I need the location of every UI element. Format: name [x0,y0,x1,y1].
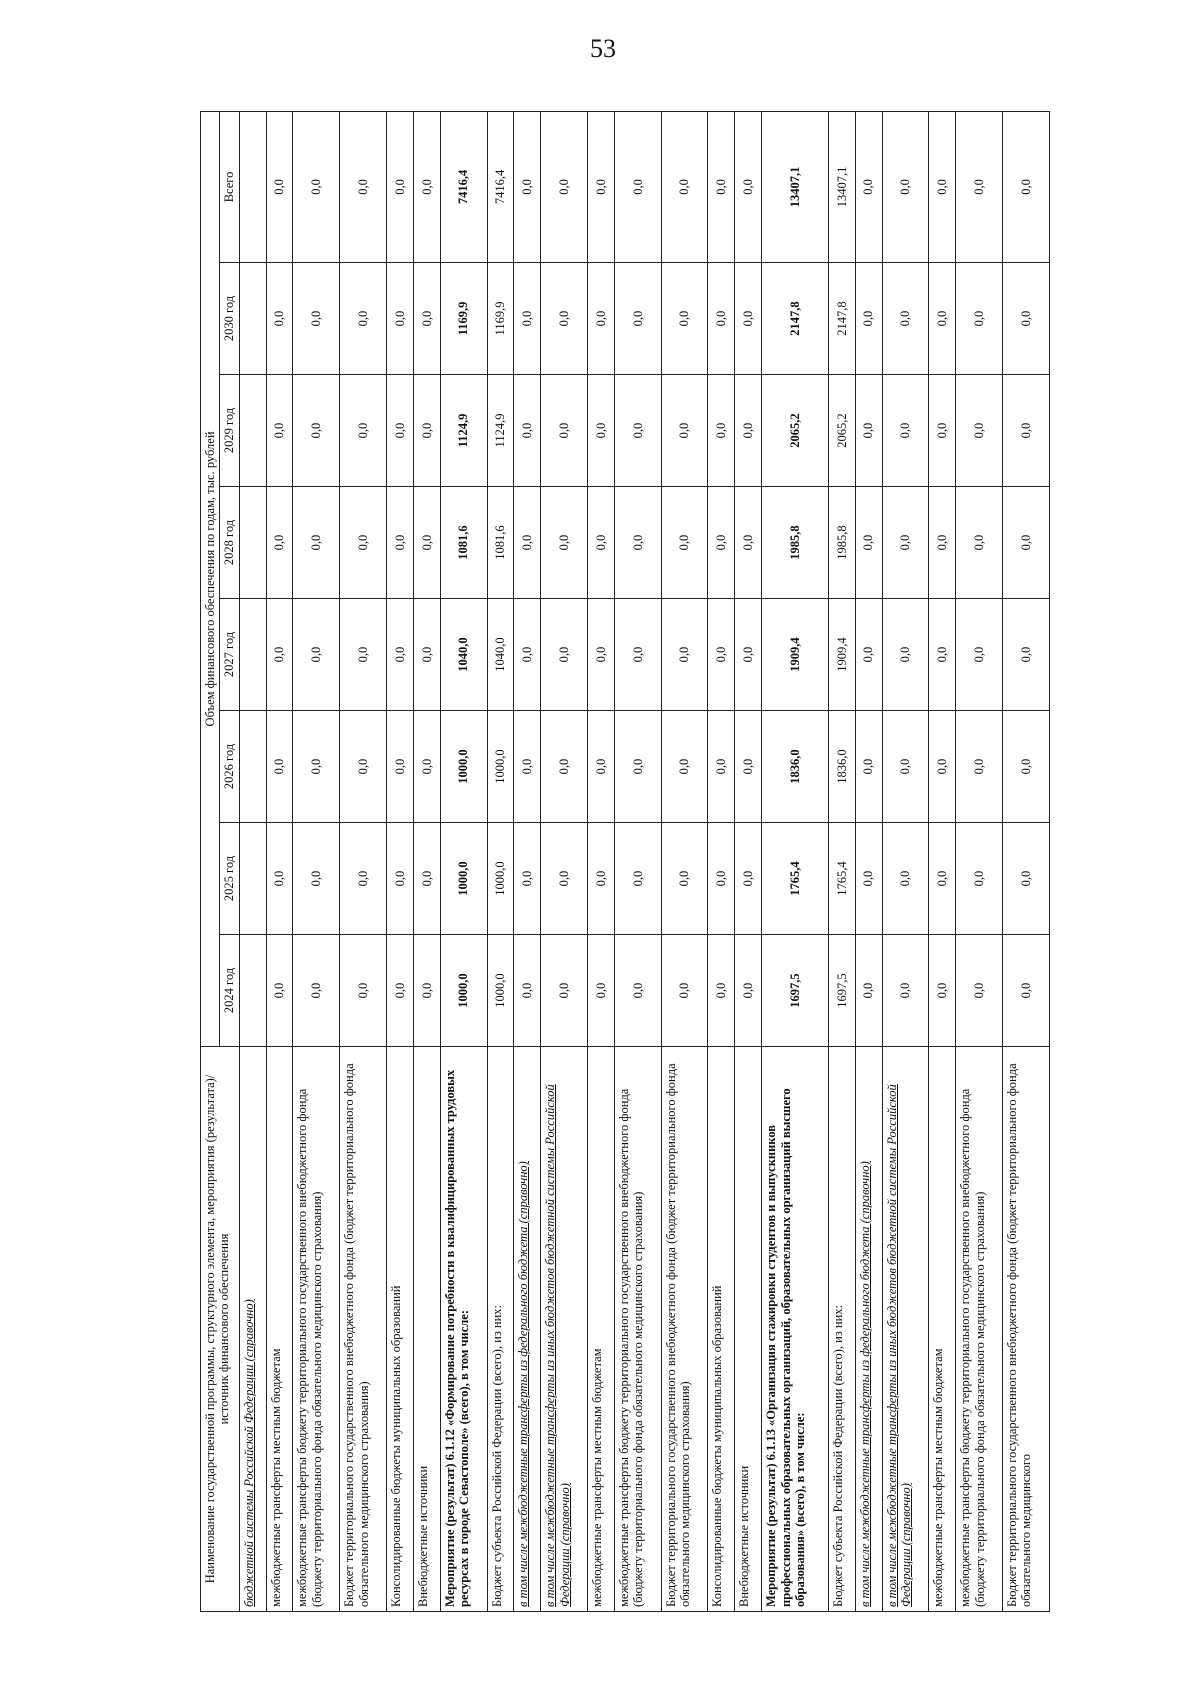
row-year-value: 0,0 [340,487,387,599]
row-year-value: 1909,4 [828,599,855,711]
row-total-value: 0,0 [514,111,541,262]
row-year-value: 0,0 [708,599,735,711]
row-total-value: 0,0 [735,111,762,262]
row-source-name: Бюджет территориального государственного внебюджетного фонда (бюджет территориального фонда обязательного медицинского страхования) [661,1047,708,1612]
row-year-value: 0,0 [614,935,661,1047]
row-year-value: 0,0 [514,823,541,935]
table-row [762,111,829,1611]
row-year-value: 0,0 [340,375,387,487]
row-year-value: 0,0 [266,487,293,599]
row-year-value: 0,0 [708,375,735,487]
row-source-name: межбюджетные трансферты бюджету территориального государственного внебюджетного фонда (бюджету территориального фонда обязательного медицинского страхования) [293,1047,340,1612]
row-year-value: 0,0 [956,935,1003,1047]
row-year-value: 0,0 [708,935,735,1047]
row-year-value: 0,0 [1003,263,1050,375]
row-year-value: 0,0 [340,599,387,711]
row-year-value: 0,0 [956,823,1003,935]
row-total-value: 0,0 [956,111,1003,262]
row-year-value: 1765,4 [828,823,855,935]
row-total-value: 0,0 [614,111,661,262]
row-year-value: 0,0 [266,711,293,823]
table-row [413,111,440,1611]
row-year-value [239,711,266,823]
row-year-value: 0,0 [293,823,340,935]
row-year-value: 0,0 [293,263,340,375]
row-year-value: 0,0 [387,711,414,823]
row-year-value: 0,0 [735,263,762,375]
row-year-value: 0,0 [340,263,387,375]
row-source-name: Бюджет субъекта Российской Федерации (всего), из них: [828,1047,855,1612]
row-source-name: Мероприятие (результат) 6.1.13 «Организация стажировки студентов и выпускников профессиональных образовательных организаций, образовательных организаций высшего образования» (всего), в том числе: [762,1047,829,1612]
row-year-value: 0,0 [588,263,615,375]
row-total-value: 0,0 [387,111,414,262]
row-year-value: 1040,0 [487,599,514,711]
row-year-value: 0,0 [855,487,882,599]
row-year-value: 0,0 [293,711,340,823]
table-row [387,111,414,1611]
row-total-value: 7416,4 [487,111,514,262]
row-source-name: Внебюджетные источники [413,1047,440,1612]
row-source-name: в том числе межбюджетные трансферты из федерального бюджета (справочно) [514,1047,541,1612]
row-year-value: 0,0 [614,263,661,375]
row-year-value: 0,0 [1003,487,1050,599]
table-row [487,111,514,1611]
row-year-value: 0,0 [708,823,735,935]
row-source-name: в том числе межбюджетные трансферты из иных бюджетов бюджетной системы Российской Федерации (справочно) [882,1047,929,1612]
row-year-value: 0,0 [413,487,440,599]
row-year-value: 0,0 [541,263,588,375]
row-year-value: 1000,0 [487,935,514,1047]
row-year-value: 0,0 [956,711,1003,823]
rotated-table-container [200,112,1050,1612]
row-source-name: межбюджетные трансферты местным бюджетам [588,1047,615,1612]
row-total-value: 0,0 [588,111,615,262]
row-year-value: 0,0 [708,487,735,599]
row-year-value [239,263,266,375]
row-year-value: 0,0 [541,599,588,711]
row-year-value: 0,0 [514,711,541,823]
row-year-value: 0,0 [266,935,293,1047]
table-body [239,111,1049,1611]
row-year-value: 0,0 [929,711,956,823]
row-year-value: 0,0 [340,935,387,1047]
row-source-name: в том числе межбюджетные трансферты из федерального бюджета (справочно) [855,1047,882,1612]
table-row [266,111,293,1611]
row-year-value: 0,0 [387,935,414,1047]
table-row [828,111,855,1611]
row-year-value: 1697,5 [828,935,855,1047]
row-year-value: 0,0 [387,823,414,935]
row-year-value: 0,0 [956,263,1003,375]
page-number: 53 [590,34,616,63]
row-year-value: 0,0 [588,711,615,823]
row-year-value: 0,0 [661,263,708,375]
row-year-value [239,487,266,599]
row-year-value: 0,0 [588,599,615,711]
row-year-value: 0,0 [882,263,929,375]
row-year-value: 1000,0 [440,935,487,1047]
row-year-value: 0,0 [266,599,293,711]
row-year-value: 1000,0 [487,711,514,823]
row-year-value [239,823,266,935]
table-header [201,111,240,1611]
row-year-value: 1836,0 [762,711,829,823]
row-year-value: 0,0 [929,935,956,1047]
header-year: 2028 год [220,487,239,599]
row-year-value: 0,0 [735,487,762,599]
row-year-value: 0,0 [266,823,293,935]
row-year-value: 0,0 [735,599,762,711]
row-year-value: 0,0 [266,375,293,487]
row-year-value: 0,0 [956,487,1003,599]
row-source-name: Бюджет территориального государственного внебюджетного фонда (бюджет территориального фонда обязательного медицинского страхования) [340,1047,387,1612]
row-year-value: 1124,9 [487,375,514,487]
row-total-value: 0,0 [882,111,929,262]
row-source-name: в том числе межбюджетные трансферты из иных бюджетов бюджетной системы Российской Федерации (справочно) [541,1047,588,1612]
row-year-value: 1169,9 [487,263,514,375]
row-year-value [239,375,266,487]
row-year-value: 0,0 [1003,375,1050,487]
row-year-value: 0,0 [387,263,414,375]
row-year-value: 0,0 [929,599,956,711]
row-year-value: 1765,4 [762,823,829,935]
row-year-value: 0,0 [1003,823,1050,935]
row-year-value: 1836,0 [828,711,855,823]
row-year-value: 0,0 [541,375,588,487]
row-source-name: Мероприятие (результат) 6.1.12 «Формирование потребности в квалифицированных трудовых ресурсах в городе Севастополе» (всего), в том числе: [440,1047,487,1612]
row-year-value: 1081,6 [487,487,514,599]
row-source-name: Бюджет территориального государственного внебюджетного фонда (бюджет территориального фонда обязательного медицинского [1003,1047,1050,1612]
row-total-value: 0,0 [1003,111,1050,262]
row-year-value: 0,0 [661,935,708,1047]
row-year-value: 0,0 [266,263,293,375]
table-row [929,111,956,1611]
row-year-value: 1697,5 [762,935,829,1047]
table-row [239,111,266,1611]
row-year-value: 1000,0 [440,711,487,823]
row-year-value: 0,0 [413,263,440,375]
row-year-value: 0,0 [340,823,387,935]
row-source-name: Консолидированные бюджеты муниципальных образований [708,1047,735,1612]
row-year-value: 1909,4 [762,599,829,711]
row-year-value: 0,0 [541,935,588,1047]
row-year-value: 1081,6 [440,487,487,599]
row-source-name: межбюджетные трансферты бюджету территориального государственного внебюджетного фонда (бюджету территориального фонда обязательного медицинского страхования) [614,1047,661,1612]
row-year-value: 2065,2 [828,375,855,487]
row-total-value: 0,0 [541,111,588,262]
row-year-value: 0,0 [882,375,929,487]
row-year-value: 0,0 [929,823,956,935]
row-year-value: 1169,9 [440,263,487,375]
row-year-value: 0,0 [588,375,615,487]
row-year-value: 0,0 [1003,711,1050,823]
row-total-value: 13407,1 [762,111,829,262]
table-row [855,111,882,1611]
row-year-value: 0,0 [661,487,708,599]
row-year-value: 0,0 [708,263,735,375]
row-year-value [239,599,266,711]
row-year-value: 0,0 [708,711,735,823]
row-year-value: 0,0 [340,711,387,823]
row-year-value: 0,0 [413,375,440,487]
row-total-value: 0,0 [413,111,440,262]
row-year-value: 1985,8 [762,487,829,599]
row-year-value: 0,0 [514,599,541,711]
row-year-value: 0,0 [735,823,762,935]
row-year-value: 0,0 [882,487,929,599]
row-year-value: 0,0 [929,263,956,375]
table-row [614,111,661,1611]
table-row [661,111,708,1611]
row-year-value: 0,0 [514,263,541,375]
row-total-value: 0,0 [293,111,340,262]
table-row [514,111,541,1611]
row-year-value: 0,0 [387,487,414,599]
row-year-value: 0,0 [588,935,615,1047]
row-source-name: бюджетной системы Российской Федерации (справочно) [239,1047,266,1612]
row-year-value: 0,0 [661,823,708,935]
table-row [956,111,1003,1611]
row-year-value: 0,0 [735,375,762,487]
header-year: 2027 год [220,599,239,711]
row-year-value: 0,0 [293,599,340,711]
row-total-value: 0,0 [708,111,735,262]
row-year-value: 1985,8 [828,487,855,599]
row-year-value: 0,0 [661,711,708,823]
row-year-value: 0,0 [293,375,340,487]
row-year-value: 0,0 [882,935,929,1047]
row-year-value: 0,0 [929,375,956,487]
row-total-value: 0,0 [661,111,708,262]
row-year-value: 0,0 [1003,935,1050,1047]
table-row [293,111,340,1611]
row-year-value: 0,0 [929,487,956,599]
header-year: 2026 год [220,711,239,823]
row-source-name: Консолидированные бюджеты муниципальных образований [387,1047,414,1612]
row-year-value: 0,0 [413,935,440,1047]
row-total-value: 0,0 [929,111,956,262]
header-total: Всего [220,111,239,262]
row-year-value: 0,0 [855,263,882,375]
row-source-name: межбюджетные трансферты местным бюджетам [266,1047,293,1612]
row-year-value: 0,0 [514,935,541,1047]
row-year-value: 1040,0 [440,599,487,711]
table-row [1003,111,1050,1611]
row-year-value: 0,0 [387,599,414,711]
row-total-value: 0,0 [266,111,293,262]
row-year-value: 0,0 [855,823,882,935]
row-year-value: 0,0 [614,711,661,823]
row-year-value: 0,0 [293,487,340,599]
header-volume-label: Объем финансового обеспечения по годам, тыс. рублей [201,111,220,1046]
row-year-value: 0,0 [514,487,541,599]
row-year-value: 1124,9 [440,375,487,487]
row-year-value: 1000,0 [440,823,487,935]
financing-table [200,111,1050,1612]
row-year-value: 0,0 [614,823,661,935]
row-year-value: 0,0 [293,935,340,1047]
row-total-value: 0,0 [340,111,387,262]
row-year-value: 0,0 [614,599,661,711]
row-source-name: межбюджетные трансферты бюджету территориального государственного внебюджетного фонда (бюджету территориального фонда обязательного медицинского страхования) [956,1047,1003,1612]
row-year-value: 0,0 [956,599,1003,711]
row-year-value: 0,0 [882,823,929,935]
row-year-value: 0,0 [541,823,588,935]
row-year-value: 0,0 [413,711,440,823]
row-year-value: 0,0 [387,375,414,487]
row-total-value [239,111,266,262]
table-row [588,111,615,1611]
row-year-value: 0,0 [661,599,708,711]
row-year-value: 2065,2 [762,375,829,487]
row-year-value: 0,0 [855,375,882,487]
row-year-value: 0,0 [541,711,588,823]
row-year-value: 0,0 [661,375,708,487]
table-row [340,111,387,1611]
table-row [735,111,762,1611]
row-year-value: 2147,8 [762,263,829,375]
table-row [708,111,735,1611]
row-year-value: 0,0 [855,711,882,823]
row-year-value: 0,0 [882,599,929,711]
row-year-value: 1000,0 [487,823,514,935]
table-row [882,111,929,1611]
row-total-value: 0,0 [855,111,882,262]
row-year-value: 0,0 [1003,599,1050,711]
row-total-value: 7416,4 [440,111,487,262]
row-year-value [239,935,266,1047]
header-year: 2024 год [220,935,239,1047]
row-source-name: межбюджетные трансферты местным бюджетам [929,1047,956,1612]
row-year-value: 0,0 [735,711,762,823]
row-year-value: 0,0 [735,935,762,1047]
table-row [440,111,487,1611]
row-year-value: 0,0 [855,599,882,711]
row-source-name: Внебюджетные источники [735,1047,762,1612]
header-year: 2030 год [220,263,239,375]
row-year-value: 0,0 [956,375,1003,487]
row-total-value: 13407,1 [828,111,855,262]
row-year-value: 0,0 [413,599,440,711]
row-year-value: 0,0 [514,375,541,487]
row-year-value: 0,0 [882,711,929,823]
row-source-name: Бюджет субъекта Российской Федерации (всего), из них: [487,1047,514,1612]
row-year-value: 0,0 [614,487,661,599]
table-row [541,111,588,1611]
row-year-value: 0,0 [413,823,440,935]
row-year-value: 0,0 [855,935,882,1047]
row-year-value: 0,0 [588,487,615,599]
header-name-column: Наименование государственной программы, структурного элемента, мероприятия (результата)/источник финансового обеспечения [201,1047,240,1612]
row-year-value: 0,0 [614,375,661,487]
row-year-value: 2147,8 [828,263,855,375]
row-year-value: 0,0 [541,487,588,599]
row-year-value: 0,0 [588,823,615,935]
header-year: 2029 год [220,375,239,487]
header-year: 2025 год [220,823,239,935]
